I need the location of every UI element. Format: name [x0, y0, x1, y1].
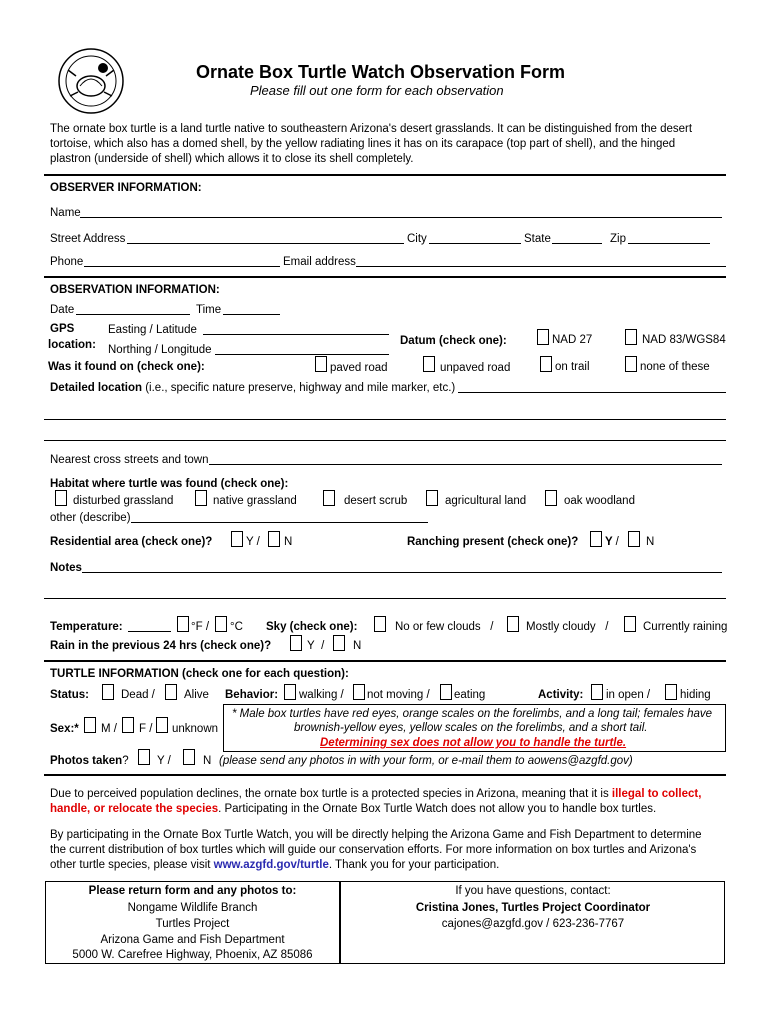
paved-road-checkbox[interactable]: [315, 356, 327, 372]
mostly-cloudy-checkbox[interactable]: [507, 616, 519, 632]
paved-road-label: paved road: [330, 362, 388, 374]
turtle-heading: TURTLE INFORMATION (check one for each question):: [50, 668, 349, 680]
mostly-cloudy-text: Mostly cloudy: [526, 621, 596, 633]
mostly-cloudy-label: [526, 620, 608, 634]
eating-label: eating: [454, 689, 486, 701]
notes-field[interactable]: [82, 572, 722, 573]
in-open-label: in open /: [606, 689, 651, 701]
agricultural-land-label: agricultural land: [445, 495, 527, 507]
habitat-label: Habitat where turtle was found (check one):: [50, 478, 289, 490]
northing-field[interactable]: [215, 354, 389, 355]
no-clouds-text: No or few clouds: [395, 621, 481, 633]
activity-label: Activity:: [538, 689, 584, 701]
photos-no-label: N: [203, 755, 212, 767]
dead-label: Dead /: [121, 689, 155, 701]
temperature-label: Temperature:: [50, 621, 123, 633]
ranching-yes-label: [605, 535, 619, 549]
street-label: Street Address: [50, 233, 126, 245]
fahrenheit-label: °F /: [191, 621, 210, 633]
date-label: Date: [50, 304, 75, 316]
unpaved-road-label: unpaved road: [440, 362, 511, 374]
notes-label: Notes: [50, 562, 82, 574]
photos-note: (please send any photos in with your form, or e-mail them to aowens@azgfd.gov): [219, 755, 633, 767]
male-label: M /: [101, 723, 117, 735]
zip-field[interactable]: [628, 243, 710, 244]
ranching-yes-checkbox[interactable]: [590, 531, 602, 547]
status-label: Status:: [50, 689, 89, 701]
native-grassland-checkbox[interactable]: [195, 490, 207, 506]
participation-text-3: other turtle species, please visit: [50, 859, 214, 871]
currently-raining-checkbox[interactable]: [624, 616, 636, 632]
oak-woodland-checkbox[interactable]: [545, 490, 557, 506]
not-moving-label: not moving /: [367, 689, 430, 701]
detailed-location-field-3[interactable]: [44, 440, 726, 441]
nad83-label: NAD 83/WGS84: [642, 334, 726, 346]
eating-checkbox[interactable]: [440, 684, 452, 700]
legal-line-2: [50, 802, 656, 816]
nad83-checkbox[interactable]: [625, 329, 637, 345]
slash-text: /: [321, 640, 325, 652]
walking-label: walking /: [299, 689, 344, 701]
gps-location-label: location:: [48, 339, 96, 351]
walking-checkbox[interactable]: [284, 684, 296, 700]
email-label: Email address: [283, 256, 356, 268]
photos-label: [50, 754, 129, 768]
legal-red-1: illegal to collect,: [611, 788, 702, 800]
name-label: Name: [50, 207, 81, 219]
name-field[interactable]: [80, 217, 722, 218]
residential-no-checkbox[interactable]: [268, 531, 280, 547]
time-label: Time: [196, 304, 222, 316]
return-address-1: Nongame Wildlife Branch: [127, 902, 258, 914]
yes-text: Y: [605, 536, 613, 548]
yes-text: Y: [307, 640, 315, 652]
unpaved-road-checkbox[interactable]: [423, 356, 435, 372]
gps-label: GPS: [50, 323, 75, 335]
native-grassland-label: native grassland: [213, 495, 297, 507]
hiding-checkbox[interactable]: [665, 684, 677, 700]
nad27-label: NAD 27: [552, 334, 593, 346]
phone-field[interactable]: [84, 266, 280, 267]
behavior-label: Behavior:: [225, 689, 279, 701]
northing-label: Northing / Longitude: [108, 344, 212, 356]
email-field[interactable]: [356, 266, 726, 267]
female-checkbox[interactable]: [122, 717, 134, 733]
divider: [44, 774, 726, 776]
temperature-field[interactable]: [128, 631, 171, 632]
detailed-location-field[interactable]: [458, 392, 726, 393]
notes-field-2[interactable]: [44, 598, 726, 599]
slash-text: /: [615, 536, 619, 548]
oak-woodland-label: oak woodland: [564, 495, 635, 507]
no-clouds-label: [395, 620, 493, 634]
dead-checkbox[interactable]: [102, 684, 114, 700]
phone-label: Phone: [50, 256, 84, 268]
datum-label: Datum (check one):: [400, 335, 507, 347]
none-of-these-checkbox[interactable]: [625, 356, 637, 372]
celsius-label: °C: [230, 621, 243, 633]
no-clouds-checkbox[interactable]: [374, 616, 386, 632]
contact-name: Cristina Jones, Turtles Project Coordinator: [415, 902, 651, 914]
sex-note-line-2: brownish-yellow eyes, yellow scales on the forelimbs, and a short tail.: [294, 722, 648, 734]
alive-checkbox[interactable]: [165, 684, 177, 700]
yes-text: Y: [246, 536, 254, 548]
zip-label: Zip: [610, 233, 626, 245]
form-subtitle: Please fill out one form for each observation: [250, 83, 504, 98]
currently-raining-label: Currently raining: [643, 621, 728, 633]
residential-yes-checkbox[interactable]: [231, 531, 243, 547]
divider: [44, 174, 726, 176]
return-address-4: 5000 W. Carefree Highway, Phoenix, AZ 85086: [72, 949, 313, 961]
on-trail-label: on trail: [555, 361, 590, 373]
disturbed-grassland-label: disturbed grassland: [73, 495, 174, 507]
date-field[interactable]: [76, 314, 190, 315]
city-label: City: [407, 233, 427, 245]
found-on-label: Was it found on (check one):: [48, 361, 205, 373]
on-trail-checkbox[interactable]: [540, 356, 552, 372]
disturbed-grassland-checkbox[interactable]: [55, 490, 67, 506]
sex-note-line-1: * Male box turtles have red eyes, orange scales on the forelimbs, and a long tail; females have: [232, 708, 713, 720]
rain24-no-label: N: [353, 640, 362, 652]
cross-streets-field[interactable]: [209, 464, 722, 465]
rain24-no-checkbox[interactable]: [333, 635, 345, 651]
time-field[interactable]: [223, 314, 280, 315]
intro-line-2: tortoise, which also has a domed shell, by the yellow radiating lines it has on its carapace (top part of shell), and the hinged: [50, 138, 676, 150]
participation-line-2: the current distribution of box turtles which will guide our conservation efforts. For more information on box turtles and Arizona's: [50, 844, 697, 856]
unknown-sex-label: unknown: [172, 723, 219, 735]
in-open-checkbox[interactable]: [591, 684, 603, 700]
slash-text: /: [605, 621, 609, 633]
photos-yes-label: Y /: [157, 755, 171, 767]
residential-yes-label: [246, 535, 260, 549]
sky-label: Sky (check one):: [266, 621, 358, 633]
state-field[interactable]: [552, 243, 602, 244]
detailed-location-field-2[interactable]: [44, 419, 726, 420]
sex-label: Sex:*: [50, 723, 79, 735]
celsius-checkbox[interactable]: [215, 616, 227, 632]
divider: [44, 660, 726, 662]
easting-label: Easting / Latitude: [108, 324, 197, 336]
intro-line-3: plastron (underside of shell) which allows it to close its shell completely.: [50, 153, 414, 165]
slash-text: /: [256, 536, 260, 548]
desert-scrub-label: desert scrub: [344, 495, 408, 507]
ranching-no-label: N: [646, 536, 655, 548]
contact-heading: If you have questions, contact:: [455, 885, 611, 897]
residential-label: Residential area (check one)?: [50, 536, 213, 548]
participation-line-3: [50, 858, 499, 872]
return-heading: Please return form and any photos to:: [88, 885, 297, 897]
agency-seal-logo: [56, 46, 126, 116]
photos-yes-checkbox[interactable]: [138, 749, 150, 765]
observer-heading: OBSERVER INFORMATION:: [50, 182, 202, 194]
not-moving-checkbox[interactable]: [353, 684, 365, 700]
other-habitat-label: other (describe): [50, 512, 131, 524]
rain24-label: Rain in the previous 24 hrs (check one)?: [50, 640, 272, 652]
female-label: F /: [139, 723, 153, 735]
participation-text-4: . Thank you for your participation.: [328, 859, 500, 871]
intro-line-1: The ornate box turtle is a land turtle native to southeastern Arizona's desert grasslands. It can be distinguished from the desert: [50, 123, 693, 135]
state-label: State: [524, 233, 551, 245]
rain24-yes-label: [307, 639, 324, 653]
residential-no-label: N: [284, 536, 293, 548]
detailed-location-label: [50, 381, 455, 395]
divider: [44, 276, 726, 278]
street-field[interactable]: [127, 243, 404, 244]
form-title: Ornate Box Turtle Watch Observation Form: [196, 62, 566, 82]
contact-info[interactable]: cajones@azgfd.gov / 623-236-7767: [441, 918, 625, 930]
photos-no-checkbox[interactable]: [183, 749, 195, 765]
participation-line-1: By participating in the Ornate Box Turtle Watch, you will be directly helping the Arizona Game and Fish Department to determine: [50, 829, 702, 841]
hiding-label: hiding: [680, 689, 711, 701]
nad27-checkbox[interactable]: [537, 329, 549, 345]
desert-scrub-checkbox[interactable]: [323, 490, 335, 506]
agricultural-land-checkbox[interactable]: [426, 490, 438, 506]
photos-q: ?: [122, 755, 129, 767]
observation-heading: OBSERVATION INFORMATION:: [50, 284, 220, 296]
other-habitat-field[interactable]: [131, 522, 428, 523]
turtle-website-link[interactable]: www.azgfd.gov/turtle: [213, 859, 329, 871]
slash-text: /: [490, 621, 494, 633]
return-address-2: Turtles Project: [155, 918, 230, 930]
detailed-location-hint: (i.e., specific nature preserve, highway and mile marker, etc.): [142, 382, 456, 394]
fahrenheit-checkbox[interactable]: [177, 616, 189, 632]
photos-text: Photos taken: [50, 755, 123, 767]
ranching-label: Ranching present (check one)?: [407, 536, 579, 548]
legal-red-2: handle, or relocate the species: [50, 803, 219, 815]
none-of-these-label: none of these: [640, 361, 710, 373]
legal-line-1: [50, 787, 701, 801]
detailed-location-title: Detailed location: [50, 382, 143, 394]
alive-label: Alive: [184, 689, 209, 701]
male-checkbox[interactable]: [84, 717, 96, 733]
easting-field[interactable]: [203, 334, 389, 335]
legal-text-1: Due to perceived population declines, the ornate box turtle is a protected species in Arizona, meaning that it is: [50, 788, 612, 800]
rain24-yes-checkbox[interactable]: [290, 635, 302, 651]
sex-note-warning: Determining sex does not allow you to handle the turtle.: [320, 737, 627, 749]
unknown-sex-checkbox[interactable]: [156, 717, 168, 733]
legal-text-2: . Participating in the Ornate Box Turtle Watch does not allow you to handle box turtles.: [218, 803, 657, 815]
cross-streets-label: Nearest cross streets and town: [50, 454, 209, 466]
return-address-3: Arizona Game and Fish Department: [100, 934, 285, 946]
ranching-no-checkbox[interactable]: [628, 531, 640, 547]
city-field[interactable]: [429, 243, 521, 244]
